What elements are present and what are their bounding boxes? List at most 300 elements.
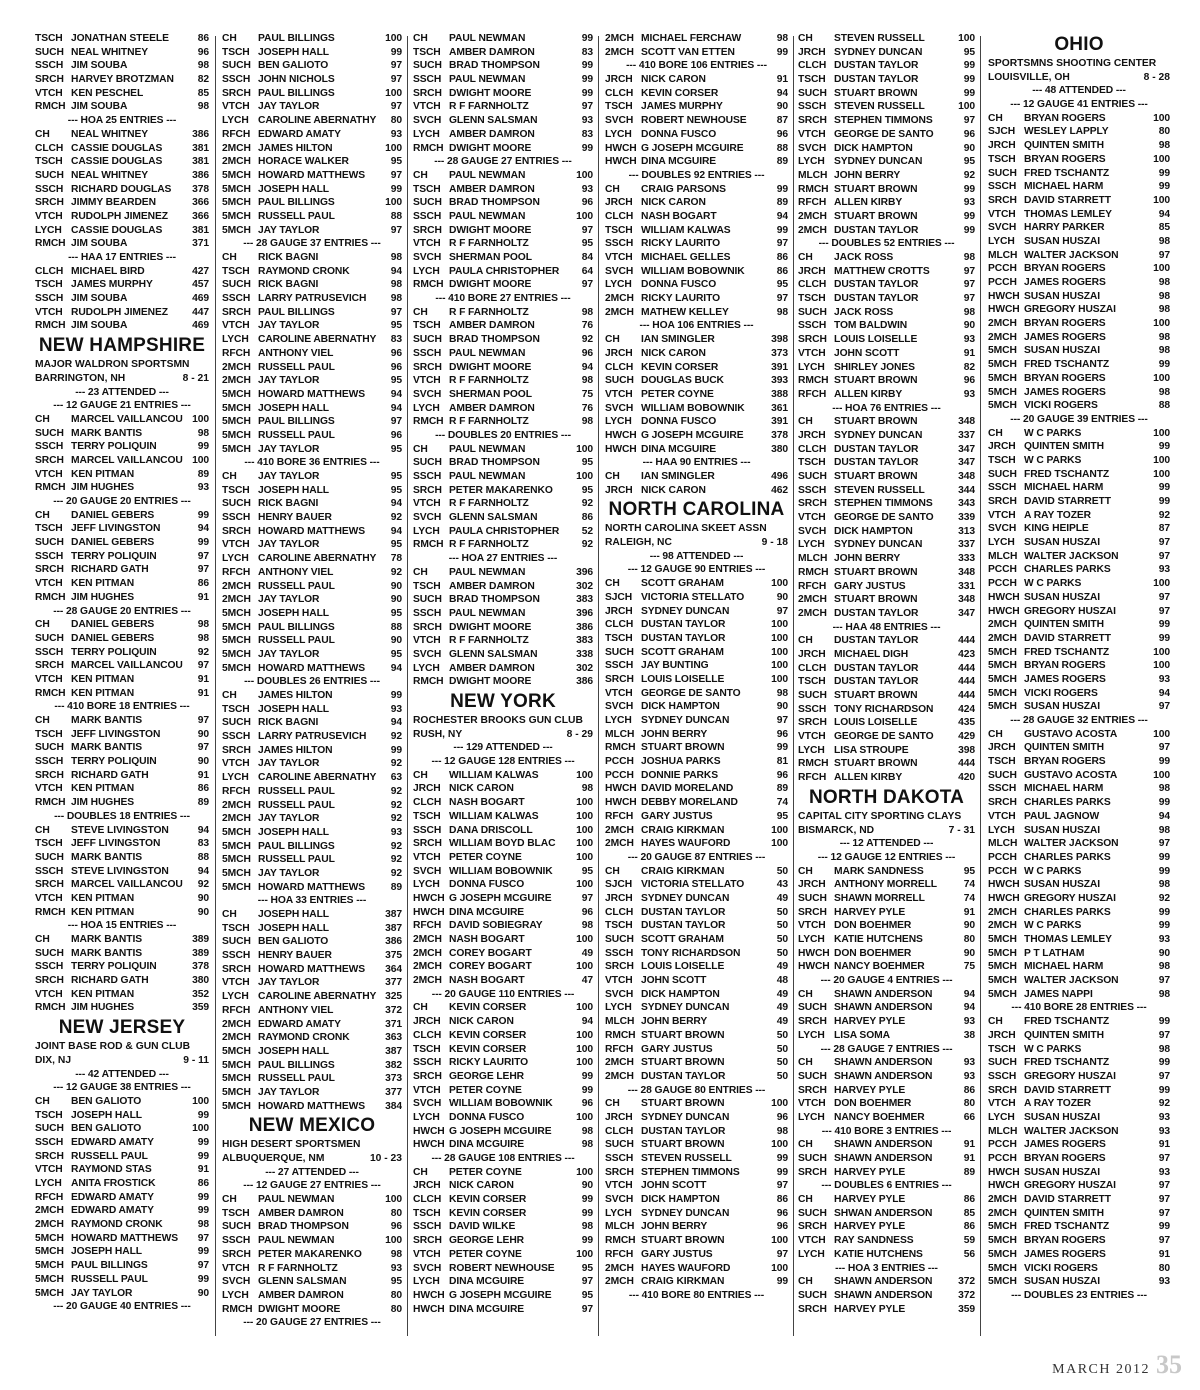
shooter-name: ANTHONY VIEL (258, 347, 334, 359)
class-code: VTCH (605, 975, 633, 987)
shooter-name: DICK HAMPTON (641, 988, 720, 1000)
result-row (605, 155, 788, 169)
shooter-name: RICHARD GATH (71, 564, 149, 576)
shooter-name: A RAY TOZER (1024, 1098, 1091, 1110)
shooter-name: PETER MAKARENKO (449, 484, 553, 496)
result-row (798, 497, 975, 511)
score: 371 (385, 1018, 402, 1030)
class-code: 5MCH (988, 1221, 1017, 1233)
shoot-info (222, 1152, 402, 1166)
class-code: 5MCH (988, 1276, 1017, 1288)
shooter-name: FRED TSCHANTZ (1024, 359, 1110, 371)
result-row (35, 960, 209, 974)
result-row (605, 659, 788, 673)
event-header-text: --- 27 ATTENDED --- (265, 1166, 359, 1178)
shooter-name: RUSSELL PAUL (258, 361, 335, 373)
class-code: SRCH (35, 564, 64, 576)
class-code: CH (988, 728, 1003, 740)
shoot-info-text: SPORTSMNS SHOOTING CENTER (988, 58, 1157, 69)
result-row (413, 224, 593, 238)
score: 338 (576, 648, 593, 660)
class-code: JRCH (798, 879, 826, 891)
class-code: RFCH (798, 580, 827, 592)
score: 93 (390, 703, 402, 715)
score: 50 (776, 1043, 788, 1055)
score: 373 (771, 347, 788, 359)
score: 94 (1158, 687, 1170, 699)
score: 92 (390, 731, 402, 743)
class-code: 5MCH (222, 402, 251, 414)
shoot-info (605, 522, 788, 536)
class-code: TSCH (222, 46, 250, 58)
score: 99 (581, 1235, 593, 1247)
class-code: TSCH (413, 580, 441, 592)
class-code: RFCH (222, 785, 251, 797)
result-row (35, 591, 209, 605)
result-row (798, 552, 975, 566)
score: 97 (197, 564, 209, 576)
result-row (605, 388, 788, 402)
class-code: HWCH (988, 304, 1020, 316)
shooter-name: WALTER JACKSON (1024, 249, 1119, 261)
class-code: SUCH (35, 1123, 64, 1135)
score: 86 (776, 1194, 788, 1206)
shooter-name: GARY JUSTUS (834, 580, 906, 592)
result-row (413, 1207, 593, 1221)
class-code: PCCH (988, 263, 1017, 275)
score: 457 (192, 279, 209, 291)
score: 63 (390, 772, 402, 784)
event-header (605, 1289, 788, 1303)
class-code: VTCH (605, 252, 633, 263)
result-row (798, 306, 975, 320)
event-header (35, 399, 209, 413)
class-code: HWCH (988, 605, 1020, 617)
result-row (798, 1248, 975, 1262)
class-code: CH (413, 33, 428, 44)
score: 90 (963, 142, 975, 154)
result-row (413, 1234, 593, 1248)
result-row (413, 265, 593, 279)
shoot-date: 10 - 23 (369, 1153, 402, 1164)
score: 378 (771, 429, 788, 441)
class-code: CLCH (798, 443, 827, 455)
event-header-text: --- HAA 48 ENTRIES --- (832, 621, 941, 633)
event-header (222, 1166, 402, 1180)
result-row (798, 689, 975, 703)
score: 98 (581, 783, 593, 795)
result-row (605, 196, 788, 210)
score: 302 (576, 662, 593, 674)
result-row (413, 237, 593, 251)
class-code: SRCH (988, 797, 1017, 809)
result-row (605, 810, 788, 824)
result-row (605, 769, 788, 783)
event-header (413, 1152, 593, 1166)
score: 83 (390, 334, 402, 346)
score: 91 (1158, 1248, 1170, 1260)
class-code: VTCH (988, 509, 1016, 521)
shooter-name: JIM SOUBA (71, 60, 128, 72)
class-code: VTCH (413, 635, 441, 647)
shooter-name: HOWARD MATTHEWS (258, 525, 365, 537)
class-code: SVCH (605, 1194, 634, 1206)
class-code: RMCH (222, 1303, 253, 1315)
shooter-name: PAUL NEWMAN (449, 607, 526, 619)
result-row (798, 960, 975, 974)
result-row (605, 1097, 788, 1111)
class-code: SSCH (35, 756, 64, 768)
shooter-name: BRYAN ROGERS (1024, 1153, 1106, 1164)
class-code: HWCH (988, 892, 1020, 904)
result-row (35, 782, 209, 796)
shoot-info-text: LOUISVILLE, OH (988, 71, 1070, 83)
class-code: VTCH (35, 87, 63, 99)
shooter-name: DINA MCGUIRE (449, 906, 525, 918)
event-header (35, 700, 209, 714)
class-code: CLCH (35, 265, 64, 277)
score: 88 (197, 851, 209, 863)
score: 98 (1158, 304, 1170, 316)
shooter-name: RUSSELL PAUL (258, 785, 335, 797)
class-code: SUCH (798, 1289, 827, 1301)
result-row (988, 344, 1170, 358)
class-code: CH (988, 1016, 1003, 1028)
result-row (605, 1179, 788, 1193)
result-row (988, 728, 1170, 742)
page-footer (1052, 1350, 1182, 1380)
shooter-name: QUINTEN SMITH (1024, 619, 1104, 631)
shooter-name: JAY TAYLOR (258, 758, 320, 770)
shooter-name: KEN PITMAN (71, 687, 135, 699)
shooter-name: JOSEPH HALL (258, 1045, 329, 1057)
shooter-name: BRAD THOMPSON (258, 1221, 349, 1233)
score: 99 (776, 46, 788, 58)
class-code: HWCH (988, 591, 1020, 603)
event-header (798, 1262, 975, 1276)
class-code: 5MCH (35, 1260, 64, 1272)
shooter-name: SHAWN ANDERSON (834, 1289, 933, 1301)
result-row (413, 59, 593, 73)
event-header-text: --- 410 BORE 28 ENTRIES --- (1011, 1002, 1147, 1014)
shooter-name: WILLIAM BOBOWNIK (641, 402, 745, 414)
state-heading: NEW YORK (450, 691, 556, 712)
class-code: PCCH (605, 769, 634, 781)
score: 96 (390, 1221, 402, 1233)
class-code: 2MCH (413, 975, 442, 987)
result-row (988, 1043, 1170, 1057)
result-row (35, 522, 209, 536)
score: 344 (958, 484, 975, 496)
class-code: HWCH (605, 429, 637, 441)
shooter-name: NICK CARON (641, 347, 706, 359)
result-row (798, 265, 975, 279)
class-code: SUCH (798, 892, 827, 904)
result-row (605, 1056, 788, 1070)
class-code: PCCH (988, 578, 1017, 590)
result-row (798, 100, 975, 114)
class-code: SRCH (798, 717, 827, 729)
shooter-name: JOSEPH HALL (258, 826, 329, 838)
score: 100 (1153, 194, 1170, 206)
event-header (798, 1043, 975, 1057)
score: 99 (1158, 920, 1170, 932)
result-row (222, 484, 402, 498)
result-row (798, 744, 975, 758)
score: 380 (192, 975, 209, 987)
result-row (222, 1072, 402, 1086)
shooter-name: DWIGHT MOORE (449, 279, 532, 291)
class-code: VTCH (413, 1248, 441, 1260)
event-header-text: --- 12 GAUGE 90 ENTRIES --- (627, 564, 766, 576)
class-code: LYCH (222, 334, 249, 346)
shooter-name: DUSTAN TAYLOR (641, 632, 726, 644)
class-code: VTCH (798, 128, 826, 140)
score: 100 (576, 838, 593, 850)
result-row (35, 550, 209, 564)
shooter-name: QUINTEN SMITH (1024, 1029, 1104, 1041)
score: 97 (197, 1260, 209, 1272)
score: 96 (581, 347, 593, 359)
event-header (413, 988, 593, 1002)
shooter-name: PAUL NEWMAN (258, 1235, 335, 1247)
score: 94 (390, 388, 402, 400)
class-code: LYCH (988, 824, 1015, 836)
result-row (988, 865, 1170, 879)
score: 100 (771, 673, 788, 685)
result-row (798, 919, 975, 933)
result-row (35, 155, 209, 169)
result-row (988, 892, 1170, 906)
class-code: 2MCH (222, 156, 251, 168)
score: 99 (197, 1136, 209, 1148)
shooter-name: SCOTT GRAHAM (641, 578, 724, 590)
result-row (35, 1204, 209, 1218)
score: 99 (581, 1084, 593, 1096)
class-code: TSCH (35, 279, 63, 291)
class-code: SSCH (988, 1070, 1017, 1082)
class-code: RMCH (35, 906, 66, 918)
shooter-name: DINA MCGUIRE (449, 1276, 525, 1288)
result-row (605, 429, 788, 443)
result-row (798, 169, 975, 183)
shooter-name: JIM HUGHES (71, 797, 135, 809)
event-header-text: --- 12 GAUGE 12 ENTRIES --- (817, 851, 956, 863)
result-row (605, 1234, 788, 1248)
shooter-name: JAY TAYLOR (258, 977, 320, 989)
class-code: CH (798, 988, 813, 1000)
class-code: 2MCH (988, 331, 1017, 343)
shooter-name: GUSTAVO ACOSTA (1024, 728, 1118, 740)
score: 99 (1158, 797, 1170, 809)
score: 99 (581, 1207, 593, 1219)
result-row (35, 32, 209, 46)
score: 100 (1153, 318, 1170, 330)
score: 93 (1158, 1166, 1170, 1178)
score: 50 (776, 1070, 788, 1082)
shooter-name: DICK HAMPTON (641, 1194, 720, 1206)
score: 94 (776, 87, 788, 99)
score: 86 (963, 1084, 975, 1096)
state-heading: NORTH DAKOTA (808, 786, 965, 808)
shooter-name: SUSAN HUSZAI (1024, 1111, 1101, 1123)
score: 91 (197, 687, 209, 699)
class-code: CH (413, 1002, 428, 1014)
score: 381 (192, 224, 209, 236)
shooter-name: KING HEIPLE (1024, 523, 1089, 535)
class-code: LYCH (35, 1178, 62, 1189)
class-code: VTCH (988, 208, 1016, 220)
shooter-name: RAYMOND CRONK (258, 265, 350, 277)
class-code: SUCH (35, 947, 64, 959)
shooter-name: GREGORY HUSZAI (1024, 605, 1116, 617)
class-code: SUCH (35, 851, 64, 863)
shooter-name: JOHN SCOTT (641, 975, 707, 987)
class-code: SRCH (798, 1221, 827, 1233)
shooter-name: DWIGHT MOORE (449, 142, 532, 154)
score: 98 (390, 293, 402, 305)
shooter-name: JAMES ROGERS (1024, 673, 1106, 685)
score: 95 (390, 471, 402, 482)
score: 94 (390, 662, 402, 674)
shooter-name: FRED TSCHANTZ (1024, 646, 1110, 658)
score: 91 (776, 74, 788, 86)
shooter-name: RUSSELL PAUL (258, 210, 335, 222)
shooter-name: PAULA CHRISTOPHER (449, 525, 560, 537)
score: 391 (771, 416, 788, 428)
result-row (605, 1001, 788, 1015)
class-code: SRCH (798, 1166, 827, 1178)
state-heading: NORTH CAROLINA (608, 499, 785, 521)
result-row (798, 114, 975, 128)
result-row (798, 703, 975, 717)
score: 93 (963, 1070, 975, 1082)
score: 91 (197, 769, 209, 781)
shooter-name: RICHARD DOUGLAS (71, 183, 172, 195)
score: 347 (958, 607, 975, 619)
result-row (222, 867, 402, 881)
shooter-name: SUSAN HUSZAI (1024, 290, 1101, 302)
shooter-name: MICHAEL BIRD (71, 265, 145, 277)
result-row (605, 906, 788, 920)
class-code: RMCH (35, 797, 66, 809)
result-row (222, 128, 402, 142)
class-code: VTCH (798, 512, 826, 524)
column-divider (793, 36, 794, 1336)
result-row (988, 741, 1170, 755)
result-row (35, 659, 209, 673)
shooter-name: CRAIG KIRKMAN (641, 824, 725, 836)
shooter-name: KEVIN CORSER (449, 1207, 527, 1219)
result-row (35, 1001, 209, 1015)
class-code: SRCH (413, 87, 442, 99)
class-code: SSCH (35, 441, 64, 453)
event-header (35, 251, 209, 265)
class-code: SRCH (35, 879, 64, 891)
result-row (605, 1248, 788, 1262)
class-code: LYCH (222, 115, 249, 127)
score: 99 (581, 60, 593, 72)
class-code: SRCH (222, 744, 251, 756)
class-code: SRCH (35, 975, 64, 987)
result-row (222, 1045, 402, 1059)
shoot-info (35, 372, 209, 386)
class-code: LYCH (413, 265, 440, 277)
score: 348 (958, 471, 975, 482)
result-row (605, 1015, 788, 1029)
class-code: SRCH (798, 334, 827, 346)
class-code: HWCH (988, 879, 1020, 891)
result-row (988, 1248, 1170, 1262)
score: 99 (390, 690, 402, 701)
shooter-name: JACK ROSS (834, 306, 894, 318)
result-row (413, 538, 593, 552)
score: 100 (1153, 263, 1170, 275)
score: 98 (197, 619, 209, 631)
result-row (413, 100, 593, 114)
class-code: 2MCH (605, 33, 634, 44)
score: 100 (1153, 728, 1170, 740)
score: 96 (963, 128, 975, 140)
score: 94 (1158, 810, 1170, 822)
event-header (798, 837, 975, 851)
shooter-name: NICK CARON (449, 1180, 514, 1192)
score: 82 (197, 74, 209, 86)
class-code: 5MCH (222, 881, 251, 893)
score: 100 (192, 413, 209, 425)
shooter-name: G JOSEPH MCGUIRE (641, 429, 744, 441)
shooter-name: TONY RICHARDSON (834, 703, 934, 715)
shooter-name: BRAD THOMPSON (449, 197, 540, 209)
shooter-name: MARK BANTIS (71, 715, 142, 726)
shooter-name: PAUL NEWMAN (449, 471, 526, 482)
score: 92 (581, 334, 593, 346)
result-row (413, 648, 593, 662)
class-code: CLCH (605, 619, 634, 631)
result-row (413, 892, 593, 906)
class-code: LYCH (413, 525, 440, 537)
shooter-name: G JOSEPH MCGUIRE (449, 1125, 552, 1137)
result-row (222, 224, 402, 238)
score: 99 (776, 1166, 788, 1178)
event-header (35, 114, 209, 128)
event-header (988, 1001, 1170, 1015)
score: 94 (963, 1002, 975, 1014)
result-row (413, 306, 593, 320)
score: 82 (963, 361, 975, 373)
shooter-name: MARK BANTIS (71, 742, 142, 754)
class-code: LYCH (798, 744, 825, 756)
shooter-name: G JOSEPH MCGUIRE (449, 1289, 552, 1301)
shooter-name: RAYMOND STAS (71, 1164, 152, 1176)
score: 90 (390, 580, 402, 592)
score: 95 (581, 1289, 593, 1301)
results-column-4 (605, 32, 788, 1337)
shooter-name: DUSTAN TAYLOR (641, 920, 726, 932)
shooter-name: STEVE LIVINGSTON (71, 824, 169, 836)
score: 97 (963, 293, 975, 305)
class-code: RMCH (413, 416, 444, 428)
shooter-name: JIM SOUBA (71, 293, 128, 305)
result-row (35, 741, 209, 755)
class-code: CH (35, 934, 50, 945)
class-code: SJCH (605, 591, 633, 603)
shooter-name: PAULA CHRISTOPHER (449, 265, 560, 277)
result-row (988, 824, 1170, 838)
score: 49 (776, 1002, 788, 1014)
result-row (35, 427, 209, 441)
shooter-name: DON BOEHMER (834, 1098, 912, 1110)
